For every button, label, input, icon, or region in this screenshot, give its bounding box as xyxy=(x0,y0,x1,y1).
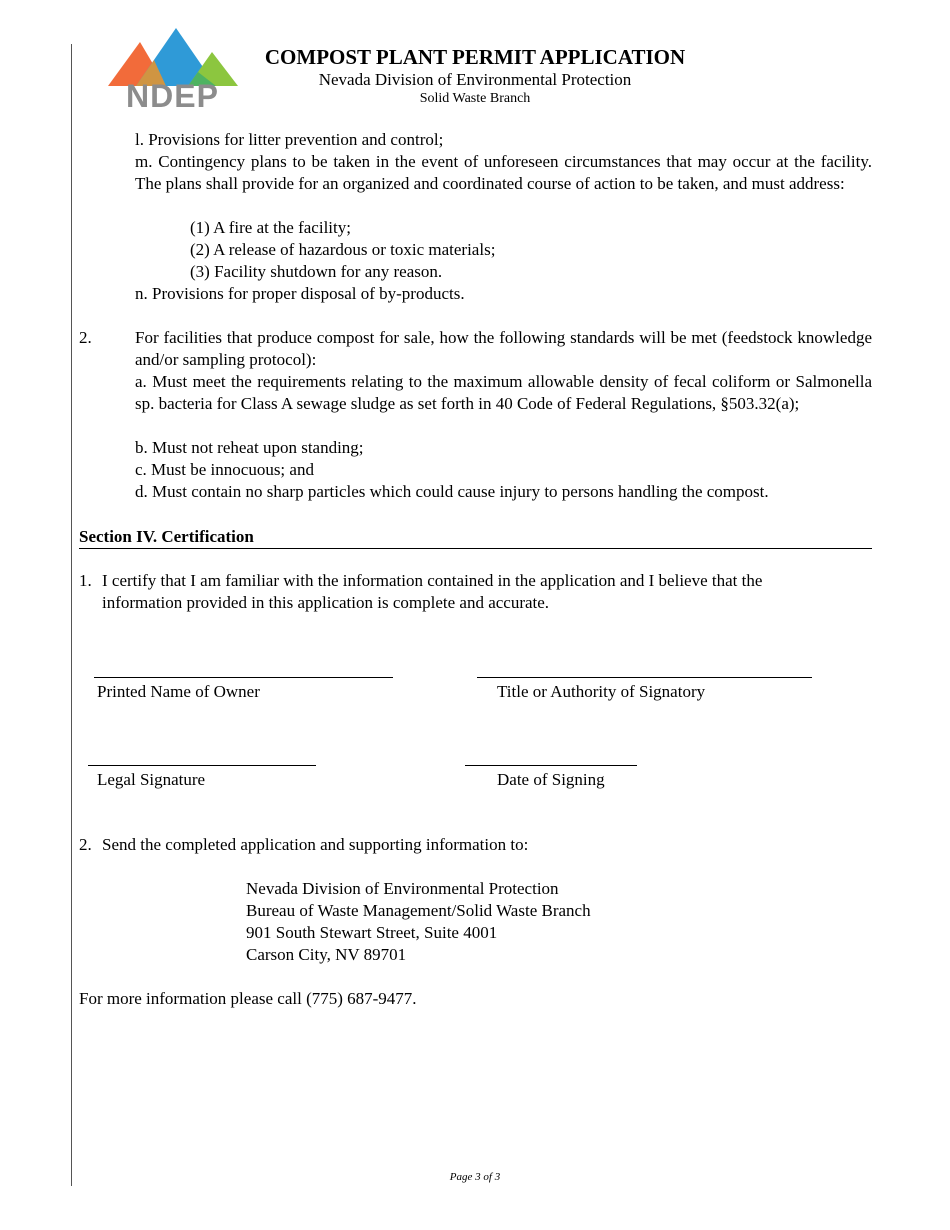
section-iv-heading: Section IV. Certification xyxy=(79,526,872,549)
item-2-c: c. Must be innocuous; and xyxy=(135,460,314,479)
item-2-b: b. Must not reheat upon standing; xyxy=(135,438,364,457)
address-line-2: Bureau of Waste Management/Solid Waste Branch xyxy=(246,901,591,920)
printed-name-label: Printed Name of Owner xyxy=(97,682,260,701)
list-item-n: n. Provisions for proper disposal of by-products. xyxy=(135,284,465,303)
page-number: Page 3 of 3 xyxy=(449,1171,501,1183)
item-2-text: For facilities that produce compost for sale, how the following standards will be met (feedstock knowledge and/or sampling protocol): xyxy=(135,328,872,369)
more-info: For more information please call (775) 687-9477. xyxy=(79,989,417,1008)
title-authority-line[interactable] xyxy=(477,677,812,678)
send-instructions: Send the completed application and supporting information to: xyxy=(102,835,529,854)
address-line-3: 901 South Stewart Street, Suite 4001 xyxy=(246,923,498,942)
left-margin-rule xyxy=(71,44,72,1186)
logo-text: NDEP xyxy=(126,78,219,114)
address-line-4: Carson City, NV 89701 xyxy=(246,945,407,964)
branch-name: Solid Waste Branch xyxy=(419,91,531,106)
printed-name-line[interactable] xyxy=(94,677,393,678)
agency-name: Nevada Division of Environmental Protection xyxy=(318,70,632,89)
cert-number: 1. xyxy=(79,571,92,590)
legal-signature-line[interactable] xyxy=(88,765,316,766)
item-2-a: a. Must meet the requirements relating to the maximum allowable density of fecal coliform or Salmonella sp. bacteria for Class A sewage sludge as set forth in 40 Code of Federal Regulations, §503.32(a); xyxy=(135,372,872,413)
list-subitem-1: (1) A fire at the facility; xyxy=(190,218,351,237)
item-2-number: 2. xyxy=(79,328,92,347)
item-2-d: d. Must contain no sharp particles which could cause injury to persons handling the compost. xyxy=(135,482,769,501)
date-of-signing-label: Date of Signing xyxy=(497,770,605,789)
list-item-l: l. Provisions for litter prevention and control; xyxy=(135,130,444,149)
send-number: 2. xyxy=(79,835,92,854)
document-header xyxy=(250,44,700,108)
legal-signature-label: Legal Signature xyxy=(97,770,206,789)
title-authority-label: Title or Authority of Signatory xyxy=(497,682,706,701)
certification-statement: I certify that I am familiar with the information contained in the application and I believe that the information provided in this application is complete and accurate. xyxy=(102,571,763,612)
document-title: COMPOST PLANT PERMIT APPLICATION xyxy=(264,45,686,69)
date-of-signing-line[interactable] xyxy=(465,765,637,766)
list-subitem-3: (3) Facility shutdown for any reason. xyxy=(190,262,443,281)
list-item-m: m. Contingency plans to be taken in the event of unforeseen circumstances that may occur at the facility. The plans shall provide for an organized and coordinated course of action to be taken, and must address: xyxy=(135,152,872,193)
address-line-1: Nevada Division of Environmental Protection xyxy=(246,879,559,898)
list-subitem-2: (2) A release of hazardous or toxic materials; xyxy=(190,240,496,259)
